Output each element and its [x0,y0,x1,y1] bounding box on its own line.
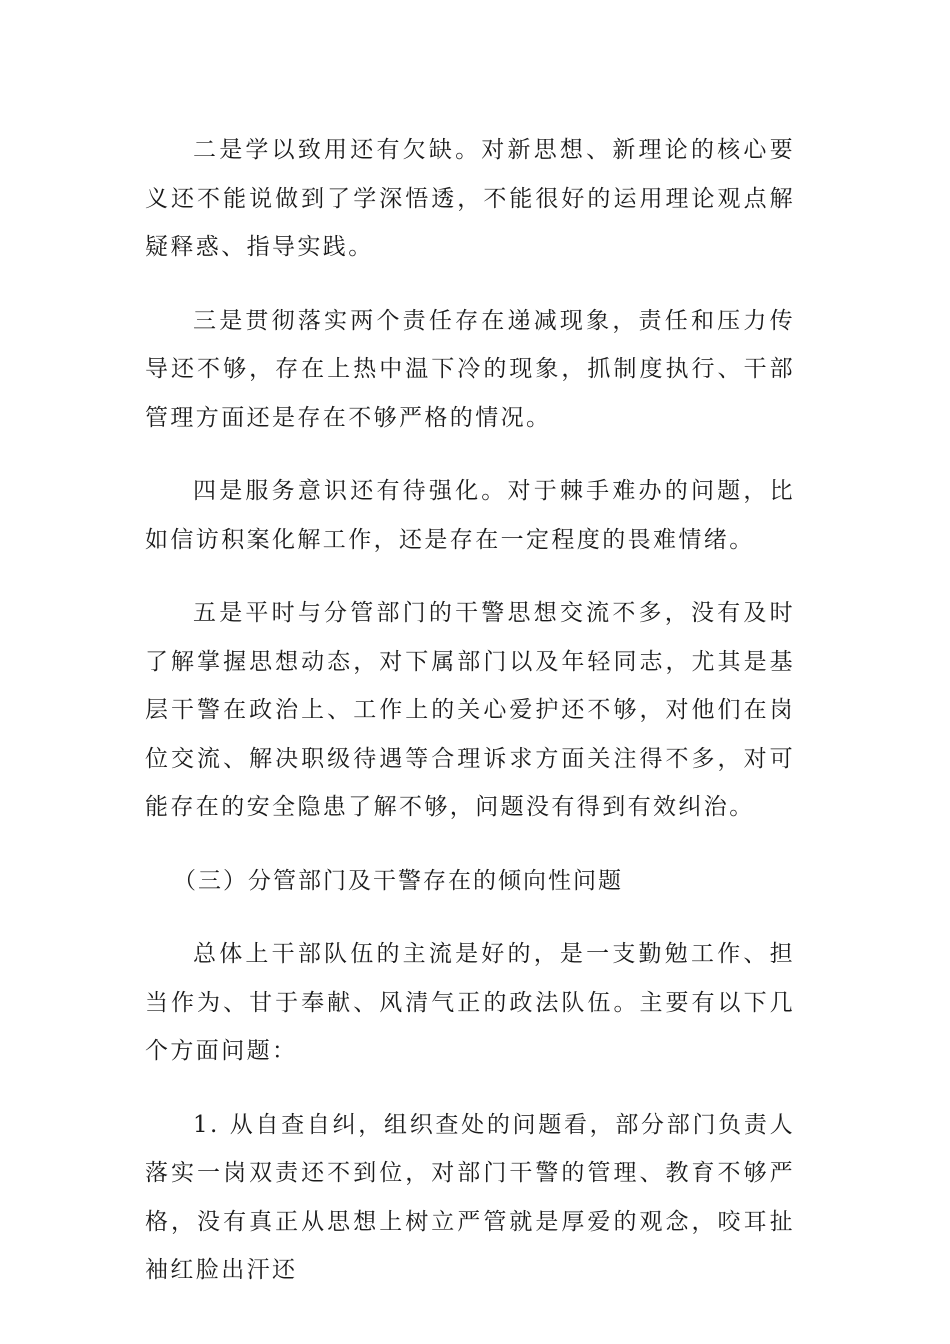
paragraph-overview: 总体上干部队伍的主流是好的，是一支勤勉工作、担当作为、甘于奉献、风清气正的政法队伍。主要有以下几个方面问题： [145,941,795,1064]
paragraph-point-five: 五是平时与分管部门的干警思想交流不多，没有及时了解掌握思想动态，对下属部门以及年轻同志，尤其是基层干警在政治上、工作上的关心爱护还不够，对他们在岗位交流、解决职级待遇等合理诉求方面关注得不多，对可能存在的安全隐患了解不够，问题没有得到有效纠治。 [145,600,795,820]
body-text [145,126,795,1320]
section-heading: （三）分管部门及干警存在的倾向性问题 [173,867,623,894]
paragraph-item-one: 1. 从自查自纠，组织查处的问题看，部分部门负责人落实一岗双责还不到位，对部门干警的管理、教育不够严格，没有真正从思想上树立严管就是厚爱的观念，咬耳扯袖红脸出汗还 [145,1111,795,1283]
paragraph-point-two: 二是学以致用还有欠缺。对新思想、新理论的核心要义还不能说做到了学深悟透，不能很好的运用理论观点解疑释惑、指导实践。 [145,137,795,260]
paragraph-point-four: 四是服务意识还有待强化。对于棘手难办的问题，比如信访积案化解工作，还是存在一定程度的畏难情绪。 [145,478,795,553]
paragraph-point-three: 三是贯彻落实两个责任存在递减现象，责任和压力传导还不够，存在上热中温下冷的现象，抓制度执行、干部管理方面还是存在不够严格的情况。 [145,307,795,431]
